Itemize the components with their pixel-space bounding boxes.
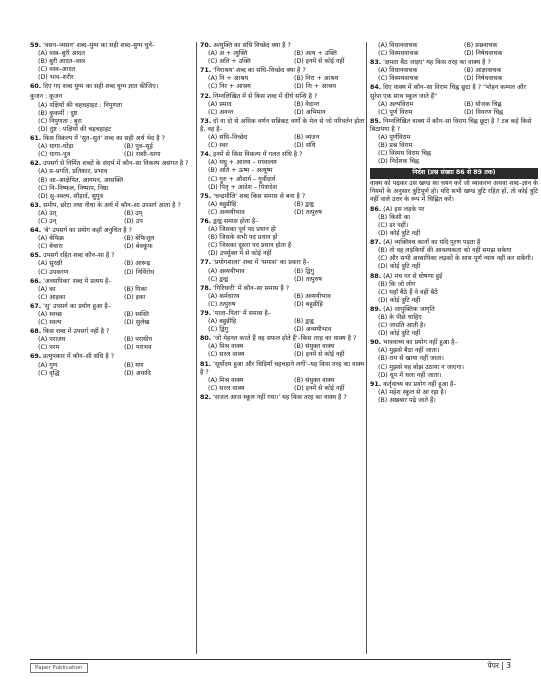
question bbox=[370, 206, 538, 238]
option: (B) वेदान्त bbox=[294, 100, 320, 108]
option: (C) उपकरण bbox=[38, 268, 69, 276]
question-text: भाववाच्य का प्रयोग नहीं हुआ है– bbox=[383, 339, 458, 347]
option: (C) यहाँ बैठे हैं वे वहीं बैठें bbox=[378, 288, 438, 296]
question bbox=[200, 151, 368, 191]
question-number: 79. bbox=[200, 310, 212, 317]
question-text: 'वसन–व्यसन' शब्द–युग्म का सही शब्द–युग्म चुनें– bbox=[43, 42, 156, 49]
column-divider bbox=[366, 42, 367, 654]
option: (C) जाग्रति आती है। bbox=[378, 322, 426, 330]
question bbox=[200, 42, 368, 66]
question-text: (A) इस लड़के पर bbox=[383, 205, 425, 213]
question-number: 87. bbox=[370, 239, 382, 247]
option: (C) वस्त्र–आदत bbox=[38, 66, 76, 74]
options bbox=[30, 50, 198, 82]
option: (B) पुत्र–सूई bbox=[124, 143, 153, 151]
question bbox=[30, 42, 198, 82]
option: (D) निषेधवाचक bbox=[464, 50, 503, 58]
question-number: 68. bbox=[30, 328, 42, 336]
option: (C) और सभी अध्यापिका लड़कों के साथ पूर्ण न्याय नहीं कर सकेंगी। bbox=[378, 255, 534, 263]
question bbox=[200, 218, 368, 258]
options bbox=[30, 168, 198, 200]
question-text: समीप, छोटा तथा नीचा के अर्थ में कौन–सा उपसर्ग आता है ? bbox=[43, 201, 181, 209]
option: (A) पूर्णविराम bbox=[378, 134, 411, 142]
option: (B) आरूढ़ bbox=[124, 260, 151, 268]
question bbox=[30, 278, 198, 302]
question-text: 'निराश्रय' शब्द का संधि–विच्छेद क्या है ? bbox=[213, 67, 306, 75]
question bbox=[30, 160, 198, 200]
option: (B) संयुक्त वाक्य bbox=[294, 376, 335, 384]
question-text: 'बे' उपसर्ग का प्रयोग कहाँ अनुचित है ? bbox=[43, 227, 132, 235]
question-text: 'चन्द्रमौलि' शब्द किस समास से बना है ? bbox=[213, 192, 306, 200]
question bbox=[30, 202, 198, 226]
question bbox=[200, 394, 368, 402]
options bbox=[30, 143, 198, 159]
options bbox=[370, 247, 538, 271]
option: (D) निर्देशक चिह्न bbox=[378, 158, 419, 166]
option: (B) के पीछे चाहिए bbox=[378, 314, 422, 321]
question bbox=[200, 335, 368, 359]
question bbox=[370, 239, 538, 271]
option: (A) बहुव्रीहि bbox=[208, 200, 237, 208]
question bbox=[370, 118, 538, 167]
question bbox=[200, 67, 368, 91]
option: (D) बेवकूफ bbox=[124, 243, 153, 251]
option: (D) सु–स्वल्प, सौहार्द, सुपुत्र bbox=[38, 192, 103, 200]
page-label: पेपर bbox=[487, 661, 499, 670]
option: (B) कुकर्मी : दुष्ट bbox=[38, 109, 78, 117]
option: (D) इनमें से कोई नहीं bbox=[294, 384, 345, 392]
option: (C) पूर्ण विराम bbox=[378, 108, 413, 116]
question-number: 73. bbox=[200, 117, 212, 125]
options bbox=[370, 101, 538, 117]
question-number: 83. bbox=[370, 59, 382, 67]
question-number: 72. bbox=[200, 92, 212, 100]
option: (A) प्रमाद bbox=[208, 100, 232, 108]
option: (C) परम bbox=[38, 344, 60, 352]
option: (A) सुरक्षी bbox=[38, 260, 63, 268]
option: (B) आज्ञावाचक bbox=[464, 67, 502, 75]
question-number: 62. bbox=[30, 160, 42, 168]
question bbox=[200, 285, 368, 309]
option: (A) अ + त्युक्ति bbox=[208, 50, 248, 58]
question-number: 85. bbox=[370, 117, 382, 125]
question bbox=[200, 310, 368, 334]
question-number: 65. bbox=[30, 252, 42, 260]
option: (A) अव्ययीभाव bbox=[208, 267, 245, 275]
option: (C) आइका bbox=[38, 293, 66, 301]
option: (C) उन् bbox=[38, 217, 57, 225]
direction-text: वाक्य को पढ़कर उस खण्ड का चयन करें जो व्याकरण अथवा शब्द–ज्ञान के नियमों के अनुसार त्रुटिपूर्ण हो। यदि सभी खण्ड त्रुटि रहित हों, तो कोई त्रुटि नहीं वाले उत्तर के रूप में चिह्नित करें। bbox=[370, 179, 538, 203]
question-number: 59. bbox=[30, 42, 42, 49]
option: (D) इनमें से कोई नहीं bbox=[294, 351, 345, 359]
options bbox=[30, 336, 198, 352]
option: (D) उपर्युक्त में से कोई नहीं bbox=[208, 250, 272, 258]
option: (D) उप bbox=[124, 217, 143, 225]
option: (A) पराजय bbox=[38, 336, 66, 344]
question-number: 67. bbox=[30, 302, 42, 310]
column-3 bbox=[370, 42, 538, 406]
question bbox=[370, 381, 538, 405]
option: (D) बहुव्रीहि bbox=[294, 300, 323, 308]
question-text: (A) व्यक्तिश्च कानों का यदि पूरण पड़ता है bbox=[383, 239, 481, 247]
question-number: 82. bbox=[200, 393, 212, 401]
option: (C) तत्पुरुष bbox=[208, 300, 236, 308]
option: (C) निपुणता : बुरा bbox=[38, 117, 82, 125]
options bbox=[200, 50, 368, 66]
option: (B) जिसके सभी पद प्रधान हों bbox=[208, 234, 278, 242]
option: (D) कोई त्रुटि नहीं bbox=[378, 330, 421, 338]
option: (C) द्विगु bbox=[208, 326, 229, 334]
question bbox=[370, 339, 538, 379]
option: (B) आ–आक्षेपित, आगमन, आसक्ति bbox=[38, 176, 124, 184]
question bbox=[200, 118, 368, 150]
question-text: 'जो मेहनत करते हैं वह सफल होते हैं'–किस तरह का वाक्य है ? bbox=[213, 335, 357, 343]
option: (B) प्रश्नवाचक bbox=[464, 42, 498, 49]
page-number: पेपर | 3 bbox=[487, 661, 511, 670]
options bbox=[200, 343, 368, 359]
option: (D) रस्सी–धागा bbox=[124, 151, 161, 159]
question-number: 78. bbox=[200, 284, 212, 292]
option: (D) इनमें से कोई नहीं bbox=[294, 58, 345, 66]
question-text: प्रत्युपकार में कौन–सी संधि है ? bbox=[43, 353, 115, 361]
question-text: 'सु' उपसर्ग का प्रयोग हुआ है– bbox=[43, 302, 111, 310]
options bbox=[200, 159, 368, 191]
options bbox=[370, 347, 538, 379]
question bbox=[30, 227, 198, 251]
question-number: 76. bbox=[200, 217, 212, 225]
question bbox=[370, 273, 538, 305]
question-prompt: कुजन : कूजन bbox=[30, 92, 63, 100]
option: (D) संधि bbox=[294, 142, 316, 150]
option: (D) इका bbox=[124, 293, 146, 301]
page-number-value: 3 bbox=[506, 661, 511, 670]
question bbox=[370, 59, 538, 83]
publisher-logo: Paper Publication bbox=[30, 663, 88, 673]
option: (D) सुलेख bbox=[124, 319, 150, 327]
options bbox=[200, 75, 368, 91]
option: (B) किसी का bbox=[378, 213, 411, 221]
option: (C) धागा–पुत्र bbox=[38, 151, 71, 159]
option: (A) का bbox=[38, 285, 56, 293]
option: (D) कोई त्रुटि नहीं bbox=[378, 230, 421, 238]
options bbox=[200, 226, 368, 258]
option: (D) तत्पुरुष bbox=[294, 275, 322, 283]
question-text: किस शब्द में उपसर्ग नहीं है ? bbox=[43, 328, 110, 336]
question-text: 'प्रयोगशाला' शब्द में 'समास' का प्रकार है– bbox=[213, 259, 310, 267]
option: (C) वृद्धि bbox=[38, 369, 60, 377]
question-text: उपसर्ग रहित शब्द कौन–सा है ? bbox=[43, 252, 115, 260]
question-text: 'माता–पिता' में समास है– bbox=[213, 310, 271, 317]
option: (B) योजक चिह्न bbox=[464, 100, 502, 108]
question-number: 64. bbox=[30, 227, 42, 235]
options bbox=[200, 134, 368, 150]
options bbox=[30, 311, 198, 327]
option: (A) कर्मधारय bbox=[208, 292, 240, 300]
question-number: 60. bbox=[30, 83, 42, 91]
option: (D) विवरण चिह्न bbox=[464, 108, 504, 116]
option: (B) तो वह लड़कियों की आवश्यकता को नहीं समझ सकेगा bbox=[378, 247, 512, 255]
question bbox=[30, 328, 198, 352]
option: (A) उत् bbox=[38, 209, 57, 217]
question-text: किस विकल्प में 'सुत–सुत' शब्द का सही अर्थ भेद है ? bbox=[43, 135, 165, 143]
question bbox=[30, 83, 198, 134]
options bbox=[200, 101, 368, 117]
question-text: कर्तृवाच्य का प्रयोग नहीं हुआ है– bbox=[383, 380, 457, 388]
question-number: 70. bbox=[200, 42, 212, 49]
option: (B) राम से खाया नहीं जाता। bbox=[378, 355, 444, 363]
option: (B) द्वन्द्व bbox=[294, 200, 314, 208]
question bbox=[200, 259, 368, 283]
option: (B) अत्य + उक्ति bbox=[294, 50, 337, 58]
options bbox=[200, 377, 368, 393]
question bbox=[30, 303, 198, 327]
option: (B) यण bbox=[124, 361, 144, 369]
option: (C) अति + उक्ति bbox=[208, 58, 251, 66]
option: (B) द्विगु bbox=[294, 267, 315, 275]
question-number: 81. bbox=[200, 360, 212, 368]
option: (A) वस्त्र–बुरी आदत bbox=[38, 50, 85, 58]
option: (A) पक्षियों की चहचहाहट : निपुणता bbox=[38, 101, 123, 109]
footer-rule bbox=[30, 659, 511, 660]
question bbox=[30, 252, 198, 276]
options bbox=[370, 389, 538, 405]
option: (C) सरल वाक्य bbox=[208, 384, 245, 392]
question bbox=[370, 42, 538, 58]
option: (D) निः + आश्रय bbox=[294, 83, 336, 91]
option: (D) निषेधवाचक bbox=[464, 75, 503, 83]
column-1 bbox=[30, 42, 198, 379]
option: (B) अति + ऊष्म – अत्यूष्म bbox=[208, 167, 273, 175]
option: (D) कोई त्रुटि नहीं bbox=[378, 263, 421, 271]
question-text: उपसर्ग से निर्मित शब्दों के संदर्भ में कौन–सा विकल्प असंगत है ? bbox=[43, 160, 189, 168]
option: (B) कि जो लोग bbox=[378, 280, 416, 288]
option: (C) गुरु + औदार्य – गुर्वौदार्य bbox=[208, 175, 276, 183]
question-number: 89. bbox=[370, 305, 382, 313]
option: (C) विस्मयवाचक bbox=[378, 75, 419, 83]
question-text: 'क्षमता बैठ जाइए' यह किस तरह का वाक्य है ? bbox=[383, 59, 491, 67]
option: (C) विस्मयवाचक bbox=[378, 50, 419, 58]
option: (B) स्वस्ति bbox=[124, 311, 149, 318]
option: (C) बेचारा bbox=[38, 243, 63, 251]
question-number: 69. bbox=[30, 353, 42, 361]
option: (D) अभिमान bbox=[294, 108, 326, 116]
question-text: निम्नलिखित में से किस शब्द में दीर्घ सन्धि है ? bbox=[213, 92, 318, 100]
question-text: दिए गए शब्द युग्म का सही शब्द युग्म ज्ञात कीजिए। bbox=[43, 83, 159, 91]
option: (A) संधि–विच्छेद bbox=[208, 134, 248, 142]
question bbox=[200, 93, 368, 117]
option: (B) द्वन्द्व bbox=[294, 318, 314, 326]
option: (B) बेफिजूल bbox=[124, 235, 155, 243]
option: (C) द्वन्द्व bbox=[208, 275, 228, 283]
question-number: 90. bbox=[370, 339, 382, 347]
option: (A) विधानवाचक bbox=[378, 67, 418, 75]
question-number: 63. bbox=[30, 201, 42, 209]
option: (D) कोई त्रुटि नहीं bbox=[378, 296, 421, 304]
question-number: 61. bbox=[30, 135, 42, 143]
question-text: 'सजल आज स्कूल नहीं गया।' यह किस तरह का वाक्य है ? bbox=[213, 393, 347, 401]
question-text: इनमें से किस विकल्प में गलत संधि है ? bbox=[213, 151, 303, 159]
options bbox=[30, 286, 198, 302]
options bbox=[370, 214, 538, 238]
options bbox=[30, 210, 198, 226]
question-text: 'सूर्योदय हुआ और चिड़ियाँ चहचहाने लगीं'–यह किस तरह का वाक्य है ? bbox=[200, 360, 365, 376]
options bbox=[30, 235, 198, 251]
option: (A) धागा–घोड़ा bbox=[38, 143, 74, 151]
options bbox=[30, 362, 198, 378]
option: (B) प्रश्न विराम bbox=[378, 142, 413, 150]
option: (A) नि + आश्रय bbox=[208, 75, 249, 83]
option: (C) निर + आश्रय bbox=[208, 83, 251, 91]
question-number: 71. bbox=[200, 67, 212, 75]
option: (A) मिश्र वाक्य bbox=[208, 376, 244, 384]
question-text: निम्नलिखित वाक्य में कौन–सा विराम चिह्न छूटा है ? टब कहे किसे बिठायगा है ? bbox=[370, 117, 532, 133]
question bbox=[200, 193, 368, 217]
option: (C) सरल वाक्य bbox=[208, 351, 245, 359]
option: (A) मिश्र वाक्य bbox=[208, 343, 244, 351]
option: (D) तत्पुरुष bbox=[294, 208, 322, 216]
question-number: 88. bbox=[370, 272, 382, 280]
question-text: दिए वाक्य में कौन–सा विराम चिह्न छूटा है ? "मोहन कम्पल और सुरेश एक साथ स्कूल जाते हैं" bbox=[370, 84, 526, 100]
question bbox=[30, 353, 198, 377]
question-text: 'गिरिधारी' में कौन–सा समास है ? bbox=[213, 284, 290, 292]
option: (A) बेफिक्र bbox=[38, 235, 65, 243]
option: (B) अव्ययीभाव bbox=[294, 292, 331, 300]
options bbox=[200, 318, 368, 334]
option: (A) विधानवाचक bbox=[378, 42, 418, 49]
option: (B) अखबार पढ़े जाते हैं। bbox=[378, 396, 436, 404]
option: (A) अल्पविराम bbox=[378, 100, 414, 108]
question-text: द्वन्द्व समास होता है– bbox=[213, 217, 259, 225]
question bbox=[30, 135, 198, 159]
option: (B) पिका bbox=[124, 285, 147, 293]
direction-heading: निर्देश (प्रश्न संख्या 86 से 89 तक) bbox=[370, 168, 538, 178]
options bbox=[370, 281, 538, 305]
option: (D) भाव–शरीर bbox=[38, 74, 74, 82]
options bbox=[370, 314, 538, 338]
option: (D) पितृ + आदेश – पित्रादेश bbox=[208, 183, 277, 191]
option: (A) महेश स्कूल से आ रहा है। bbox=[378, 388, 447, 396]
question-number: 74. bbox=[200, 151, 212, 159]
question bbox=[200, 361, 368, 393]
option: (B) निरा + आश्रय bbox=[294, 75, 339, 83]
option: (C) अव्ययीभाव bbox=[208, 208, 245, 216]
option: (A) गुण bbox=[38, 361, 58, 369]
options bbox=[200, 293, 368, 309]
question-number: 75. bbox=[200, 192, 212, 200]
question-number: 84. bbox=[370, 84, 382, 92]
question-text: अत्युक्ति का संधि विच्छेद क्या है ? bbox=[213, 42, 291, 49]
option: (C) अनन्त bbox=[208, 108, 234, 116]
options bbox=[30, 102, 198, 134]
column-2 bbox=[200, 42, 368, 403]
option: (D) पराभव bbox=[124, 344, 152, 352]
option: (B) बुरी आदत–वस्त्र bbox=[38, 58, 85, 66]
option: (D) दुष्ट : पक्षियों की चहचहाहट bbox=[38, 125, 112, 133]
option: (C) नि–निष्फल, निष्पाप, निष्ठा bbox=[38, 184, 109, 192]
column-divider bbox=[196, 42, 197, 654]
option: (A) प्र–प्रगति, प्रतिकार, प्रभाव bbox=[38, 168, 108, 176]
option: (C) विस्मय विराम चिह्न bbox=[378, 150, 431, 158]
option: (A) मधु + आलय – मध्वालय bbox=[208, 159, 277, 167]
option: (B) पराधीन bbox=[124, 336, 153, 344]
question-text: 'अध्यापिका' शब्द में प्रत्यय है– bbox=[43, 277, 112, 285]
option: (B) व्यंजन bbox=[294, 134, 320, 142]
question-number: 66. bbox=[30, 277, 42, 285]
option: (A) स्वच्छ bbox=[38, 311, 62, 318]
option: (B) संयुक्त वाक्य bbox=[294, 343, 335, 351]
question-number: 80. bbox=[200, 335, 212, 343]
question-number: 91. bbox=[370, 380, 382, 388]
options bbox=[370, 134, 538, 166]
options bbox=[370, 42, 538, 58]
option: (A) बहुव्रीहि bbox=[208, 318, 237, 326]
question-text: (A) जापुक्तिक जागृति bbox=[383, 305, 435, 313]
option: (C) स्वल्प bbox=[38, 319, 62, 327]
question bbox=[370, 84, 538, 116]
option: (C) जिसका दूसरा पद प्रधान होता है bbox=[208, 242, 292, 250]
question-number: 77. bbox=[200, 259, 212, 267]
question bbox=[370, 306, 538, 338]
question-text: (A) मंच पर से घोषणा हुई bbox=[383, 272, 443, 280]
option: (A) जिसका पूर्व पद प्रधान हो bbox=[208, 226, 276, 234]
question-text: दो वा दो से अधिक वर्णन सन्निकट वर्णों के मेल से जो परिवर्तन होता है, वह है– bbox=[200, 117, 365, 133]
option: (C) मुझसे यह बोझ उठाया न जाएगा। bbox=[378, 363, 464, 371]
option: (C) स्वर bbox=[208, 142, 228, 150]
option: (D) अव्ययीभाव bbox=[294, 326, 332, 334]
question-number: 86. bbox=[370, 205, 382, 213]
option: (C) डर नहीं। bbox=[378, 221, 409, 229]
option: (D) निर्विरोध bbox=[124, 268, 155, 276]
options bbox=[370, 67, 538, 83]
options bbox=[30, 260, 198, 276]
options bbox=[200, 268, 368, 284]
option: (D) धूप में चला नहीं जाता। bbox=[378, 371, 442, 379]
option: (B) उप् bbox=[124, 209, 143, 217]
option: (D) अयादि bbox=[124, 369, 151, 377]
option: (A) मुझसे बैठा नहीं जाता। bbox=[378, 347, 440, 355]
options bbox=[200, 201, 368, 217]
